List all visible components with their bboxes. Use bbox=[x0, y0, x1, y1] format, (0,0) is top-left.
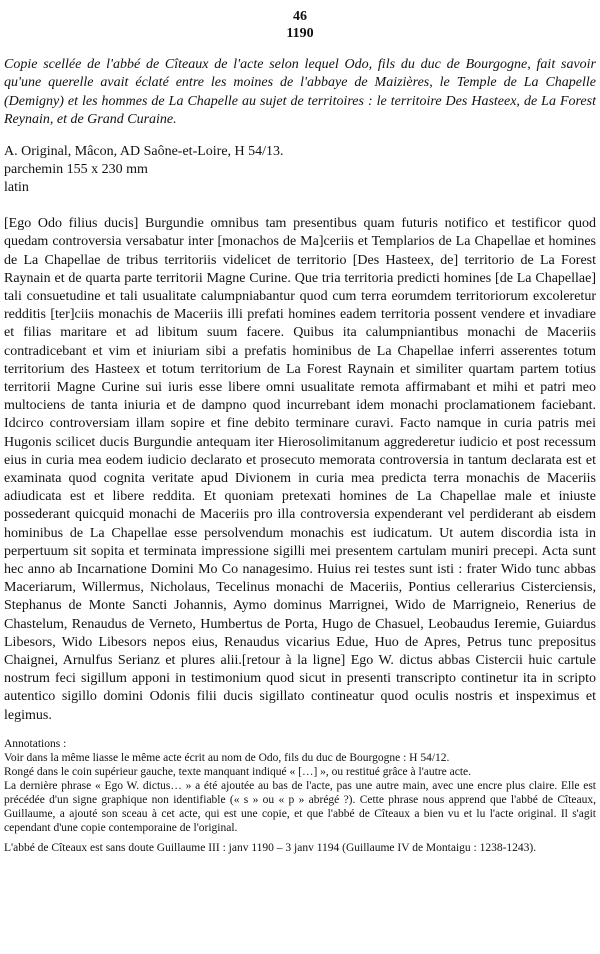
annotations-title: Annotations : bbox=[4, 737, 67, 750]
source-language: latin bbox=[4, 180, 29, 196]
annotation-line: La dernière phrase « Ego W. dictus… » a été ajoutée au bas de l'acte, pas une autre main, avec une encre plus claire. Elle est précédée d'un signe graphique non identifiable (« s » ou « p » abrégé ?). Cette phrase nous apprend que l'abbé de Cîteaux, Guillaume, a ajouté son sceau à cet acte, qui est une copie, et que l'abbé de Cîteaux a bien vu et lu l'acte original. Il s'agit cependant d'une copie contemporaine de l'original. bbox=[4, 779, 596, 834]
source-original: A. Original, Mâcon, AD Saône-et-Loire, H 54/13. bbox=[4, 144, 284, 160]
act-summary: Copie scellée de l'abbé de Cîteaux de l'acte selon lequel Odo, fils du duc de Bourgogne, fait savoir qu'une querelle avait éclaté entre les moines de l'abbaye de Maizières, le Temple de La Chapelle (Demigny) et les hommes de La Chapelle au sujet de territoires : le territoire Des Hasteex, de La Forest Reynain, et de Grand Curaine. bbox=[4, 57, 596, 127]
annotation-line: Voir dans la même liasse le même acte écrit au nom de Odo, fils du duc de Bourgogne : H 54/12. bbox=[4, 751, 450, 764]
document-page bbox=[4, 8, 596, 855]
document-number: 46 bbox=[293, 9, 307, 24]
final-note: L'abbé de Cîteaux est sans doute Guillaume III : janv 1190 – 3 janv 1194 (Guillaume IV de Montaigu : 1238-1243). bbox=[4, 841, 537, 854]
document-year: 1190 bbox=[286, 26, 314, 41]
annotations-block bbox=[4, 737, 596, 835]
latin-transcription: [Ego Odo filius ducis] Burgundie omnibus tam presentibus quam futuris notifico et testificor quod quedam controversia versabatur inter [monachos de Ma]ceriis et Templarios de La Chapellae et homines de La Chapellae de tribus territoriis videlicet de territorio [Des Hasteex, de] territorio de La Forest Raynain et de quarta parte territorii Magne Curine. Que tria territoria predicti homines [de La Chapellae] tali consuetudine et tali usualitate calumpniabantur quod cum terra eorumdem territoriorum excoleretur redditis [ter]ciis monachis de Maceriis illi prefati homines eadem territoria possent vendere et invadiare et filias maritare et ad libitum suum facere. Quibus ita calumpniantibus monachi de Maceriis contradicebant et vim et iniuriam sibi a prefatis hominibus de La Chapellae inferri asserentes totum territorium des Hasteex et totum territorium de La Forest Raynain et similiter quartam partem totius territorii Magne Curine sui iuris esse libere omni usualitate remota affirmabant et mihi et patri meo multociens de tanta iniuria et de dampno quod incurrebant idem monachi proclamationem faciebant. Idcirco controversiam illam sopire et fine debito terminare curavi. Facto namque in curia patris mei Hugonis scilicet ducis Burgundie antequam iter Hierosolimitanum aggrederetur iudicio et post recessum eius in curia mea eodem iudicio declarato et prosecuto memorata controversia in tantum declarata est et examinata quod cognita veritate apud Divionem in curia mea predicta terra monachis de Maceriis adiudicata est et libere reddita. Et quoniam pretexati homines de La Chapellae male et iniuste possederant quicquid monachi de Maceriis pro illa controversia expenderant vel perdiderant ab eisdem hominibus de La Chapellae esse persolvendum monachis est iudicatum. Ut autem discordia ista in perpertuum sit sopita et terminata impressione sigilli mei presentem cartulam muniri precepi. Acta sunt hec anno ab Incarnatione Domini Mo Co nanagesimo. Huius rei testes sunt isti : frater Wido tunc abbas Maceriarum, Willermus, Nicholaus, Tecelinus monachi de Maceriis, Pontius cellerarius Cisterciensis, Stephanus de Monte Sancti Johannis, Aymo dominus Marrignei, Wido de Marrigneio, Renerius de Chastelum, Renaudus de Verneto, Humbertus de Porta, Hugo de Chasuel, Leobaudus Ieremie, Guiardus Libesors, Wido Libesors nepos eius, Renaudus vicarius Edue, Huo de Apres, Petrus tunc prepositus Chaignei, Arnulfus Serianz et plures alii.[retour à la ligne] Ego W. dictus abbas Cistercii huic cartule nostrum feci sigillum apponi in testimonium quod sicut in presenti transcripto continetur ita in scripto autentico sigillo domini Odonis filii ducis sigillato contineatur quod oculis nostris et inspeximus et legimus. bbox=[4, 216, 596, 723]
source-block bbox=[4, 143, 596, 197]
annotation-line: Rongé dans le coin supérieur gauche, texte manquant indiqué « […] », ou restitué grâce à l'autre acte. bbox=[4, 765, 472, 778]
source-material: parchemin 155 x 230 mm bbox=[4, 162, 148, 178]
